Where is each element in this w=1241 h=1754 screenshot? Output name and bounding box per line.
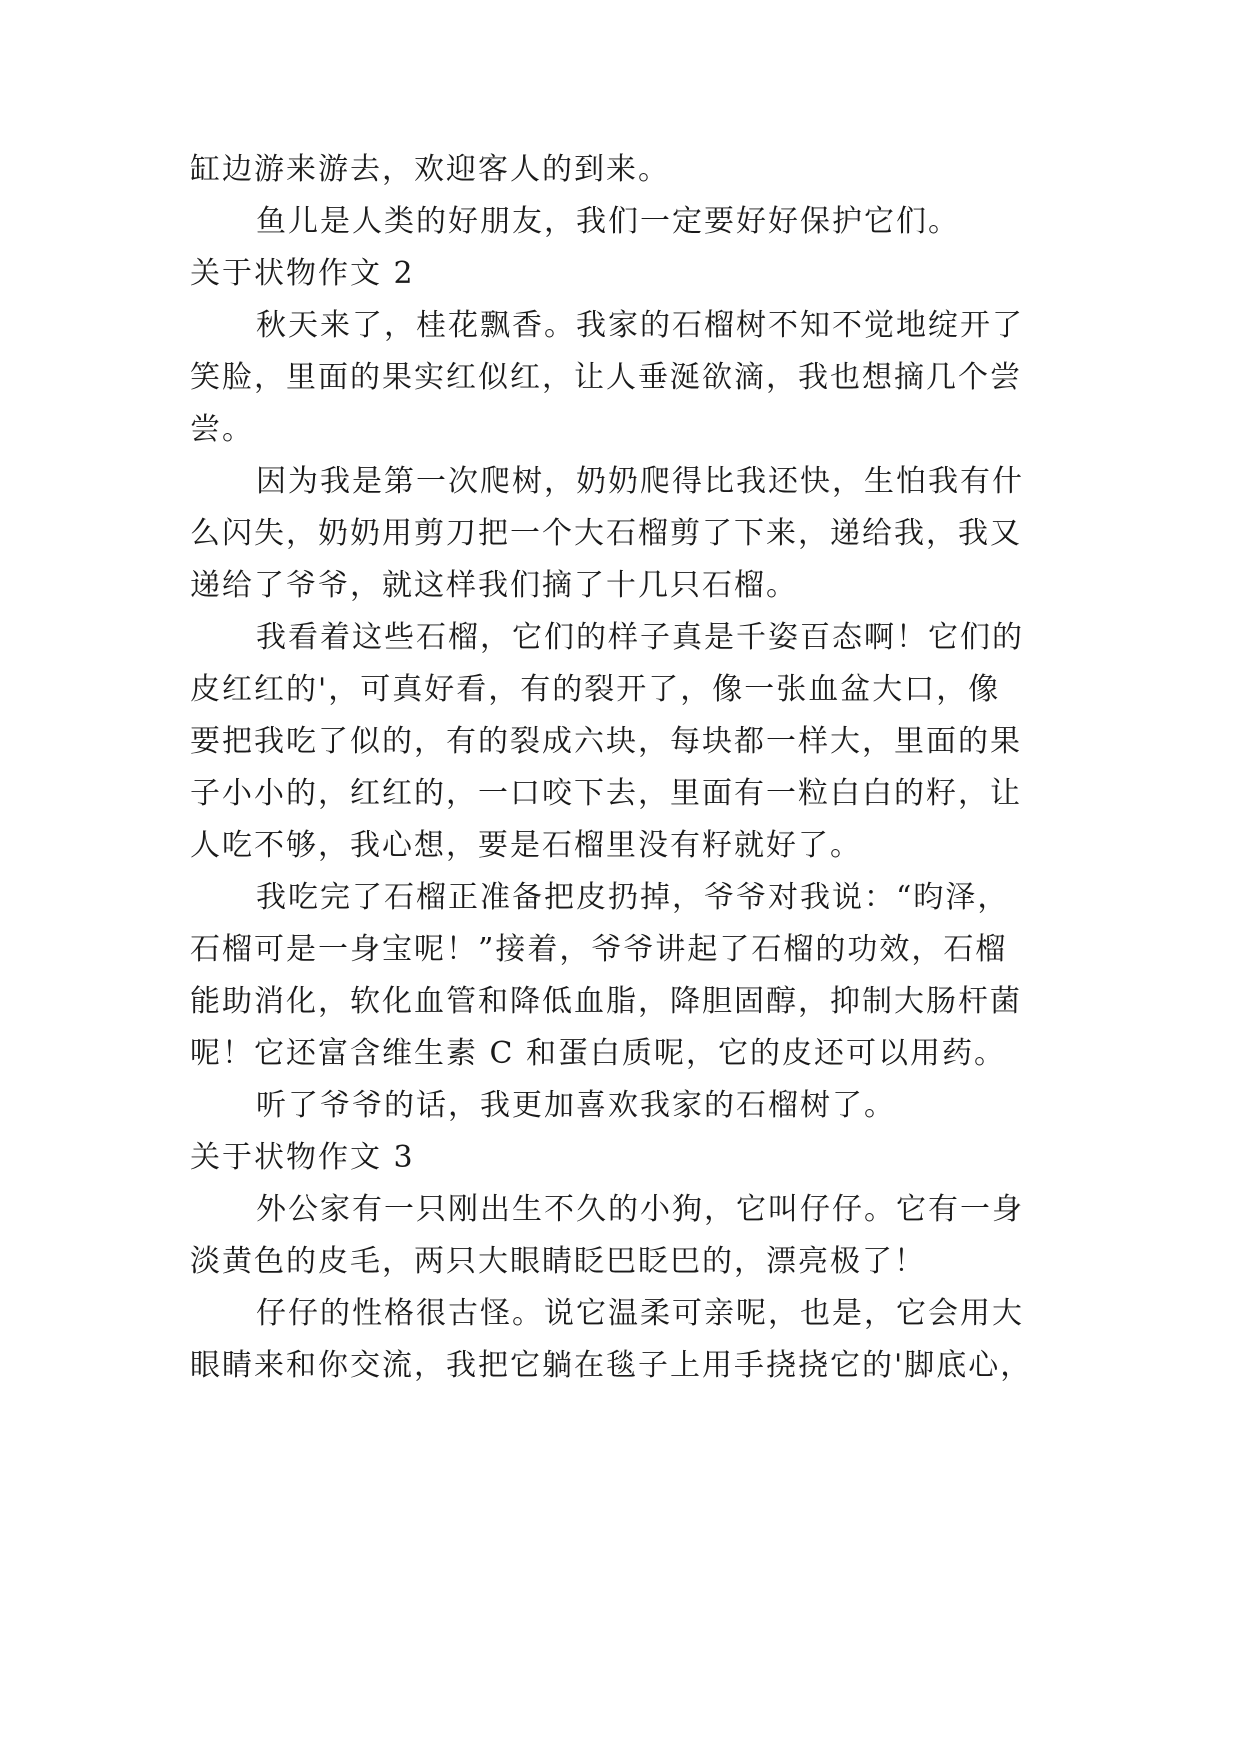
- text-line: 呢！它还富含维生素 C 和蛋白质呢，它的皮还可以用药。: [190, 1036, 1007, 1071]
- text-line: 能助消化，软化血管和降低血脂，降胆固醇，抑制大肠杆菌: [190, 984, 1022, 1019]
- text-line: 仔仔的性格很古怪。说它温柔可亲呢，也是，它会用大: [256, 1296, 1024, 1331]
- text-line: 淡黄色的皮毛，两只大眼睛眨巴眨巴的，漂亮极了！: [190, 1244, 926, 1279]
- text-line: 递给了爷爷，就这样我们摘了十几只石榴。: [190, 568, 798, 603]
- section-heading: 关于状物作文 3: [190, 1140, 415, 1175]
- text-line: 外公家有一只刚出生不久的小狗，它叫仔仔。它有一身: [256, 1192, 1024, 1227]
- text-line: 笑脸，里面的果实红似红，让人垂涎欲滴，我也想摘几个尝: [190, 360, 1022, 395]
- text-line: 秋天来了，桂花飘香。我家的石榴树不知不觉地绽开了: [256, 308, 1024, 343]
- text-line: 眼睛来和你交流，我把它躺在毯子上用手挠挠它的'脚底心，: [190, 1348, 1033, 1383]
- text-line: 我看着这些石榴，它们的样子真是千姿百态啊！它们的: [256, 620, 1024, 655]
- text-line: 么闪失，奶奶用剪刀把一个大石榴剪了下来，递给我，我又: [190, 516, 1022, 551]
- text-line: 因为我是第一次爬树，奶奶爬得比我还快，生怕我有什: [256, 464, 1024, 499]
- text-line: 要把我吃了似的，有的裂成六块，每块都一样大，里面的果: [190, 724, 1022, 759]
- text-line: 子小小的，红红的，一口咬下去，里面有一粒白白的籽，让: [190, 776, 1022, 811]
- text-line: 尝。: [190, 412, 254, 447]
- text-line: 鱼儿是人类的好朋友，我们一定要好好保护它们。: [256, 204, 960, 239]
- text-line: 听了爷爷的话，我更加喜欢我家的石榴树了。: [256, 1088, 896, 1123]
- text-line: 皮红红的'，可真好看，有的裂开了，像一张血盆大口，像: [190, 672, 1001, 707]
- text-line: 我吃完了石榴正准备把皮扔掉，爷爷对我说：“昀泽，: [256, 880, 1010, 915]
- section-heading: 关于状物作文 2: [190, 256, 415, 291]
- text-line: 缸边游来游去，欢迎客人的到来。: [190, 152, 670, 187]
- text-line: 石榴可是一身宝呢！”接着，爷爷讲起了石榴的功效，石榴: [190, 932, 1008, 967]
- text-line: 人吃不够，我心想，要是石榴里没有籽就好了。: [190, 828, 862, 863]
